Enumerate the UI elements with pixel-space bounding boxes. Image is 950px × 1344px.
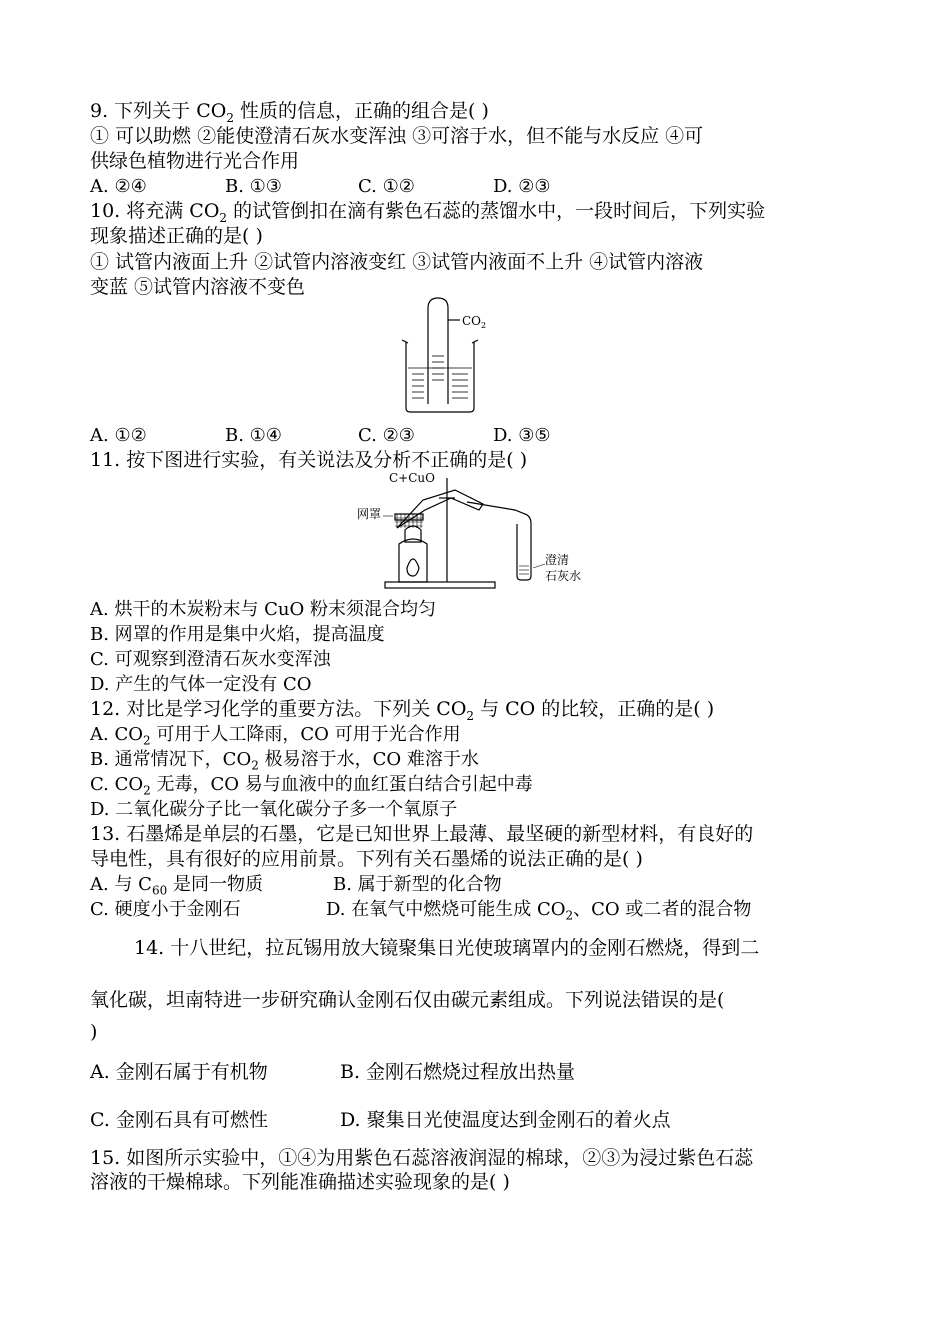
q14-option-a[interactable]: A. 金刚石属于有机物 xyxy=(90,1061,268,1083)
q10-line2: 现象描述正确的是( ) xyxy=(90,225,263,247)
reactant-label: C+CuO xyxy=(389,471,435,485)
q15-line1: 15. 如图所示实验中，①④为用紫色石蕊溶液润湿的棉球，②③为浸过紫色石蕊 xyxy=(90,1147,754,1169)
q10-line3: ① 试管内液面上升 ②试管内溶液变红 ③试管内液面不上升 ④试管内溶液 xyxy=(90,251,704,273)
q15-line2: 溶液的干燥棉球。下列能准确描述实验现象的是( ) xyxy=(90,1171,510,1193)
limewater-label-1: 澄清 xyxy=(545,553,570,567)
q10-option-b[interactable]: B. ①④ xyxy=(225,425,282,446)
q13-line1: 13. 石墨烯是单层的石墨，它是已知世界上最薄、最坚硬的新型材料，有良好的 xyxy=(90,823,754,845)
q14-line2: 氧化碳，坦南特进一步研究确认金刚石仅由碳元素组成。下列说法错误的是( xyxy=(90,989,725,1011)
q10-option-c[interactable]: C. ②③ xyxy=(358,425,415,446)
q11-stem: 11. 按下图进行实验，有关说法及分析不正确的是( ) xyxy=(90,449,528,471)
q9-line3: 供绿色植物进行光合作用 xyxy=(90,150,300,172)
wire-mesh-label: 网罩 xyxy=(357,507,382,521)
q10-line4: 变蓝 ⑤试管内溶液不变色 xyxy=(90,276,306,298)
q13-line2: 导电性，具有很好的应用前景。下列有关石墨烯的说法正确的是( ) xyxy=(90,848,643,870)
q10-stem: 10. 将充满 $CO_2$ 的试管倒扣在滴有紫色石蕊的蒸馏水中，一段时间后，下列实验 xyxy=(90,200,766,225)
q9-option-d[interactable]: D. ②③ xyxy=(493,176,551,197)
q10-option-d[interactable]: D. ③⑤ xyxy=(493,425,551,446)
q13-option-c[interactable]: C. 硬度小于金刚石 xyxy=(90,899,241,920)
q13-option-b[interactable]: B. 属于新型的化合物 xyxy=(333,874,502,895)
co2-test-tube-beaker-figure xyxy=(398,296,508,418)
q14-option-c[interactable]: C. 金刚石具有可燃性 xyxy=(90,1109,268,1131)
q9-option-c[interactable]: C. ①② xyxy=(358,176,415,197)
q12-option-b[interactable]: B. 通常情况下，$CO_2$ 极易溶于水，CO 难溶于水 xyxy=(90,749,479,773)
q11-option-b[interactable]: B. 网罩的作用是集中火焰，提高温度 xyxy=(90,624,385,645)
q11-option-a[interactable]: A. 烘干的木炭粉末与 CuO 粉末须混合均匀 xyxy=(90,599,437,620)
limewater-label-2: 石灰水 xyxy=(545,569,582,583)
q12-stem: 12. 对比是学习化学的重要方法。下列关 $CO_2$ 与 CO 的比较，正确的是( ) xyxy=(90,698,715,723)
q10-option-a[interactable]: A. ①② xyxy=(90,425,147,446)
q9-stem: 9. 下列关于 $CO_2$ 性质的信息，正确的组合是( ) xyxy=(90,100,489,125)
q9-line2: ① 可以助燃 ②能使澄清石灰水变浑浊 ③可溶于水，但不能与水反应 ④可 xyxy=(90,125,704,147)
q11-option-c[interactable]: C. 可观察到澄清石灰水变浑浊 xyxy=(90,649,331,670)
q12-option-d[interactable]: D. 二氧化碳分子比一氧化碳分子多一个氧原子 xyxy=(90,799,458,820)
q13-option-a[interactable]: A. 与 $C_{60}$ 是同一物质 xyxy=(90,874,263,898)
q12-option-c[interactable]: C. $CO_2$ 无毒，CO 易与血液中的血红蛋白结合引起中毒 xyxy=(90,774,533,798)
co2-gas-label: $CO_2$ xyxy=(462,314,487,330)
q14-option-b[interactable]: B. 金刚石燃烧过程放出热量 xyxy=(340,1061,576,1083)
q14-line1: 14. 十八世纪，拉瓦锡用放大镜聚集日光使玻璃罩内的金刚石燃烧，得到二 xyxy=(134,937,760,959)
q11-option-d[interactable]: D. 产生的气体一定没有 CO xyxy=(90,674,312,695)
q14-option-d[interactable]: D. 聚集日光使温度达到金刚石的着火点 xyxy=(340,1109,671,1131)
q9-option-b[interactable]: B. ①③ xyxy=(225,176,282,197)
q12-option-a[interactable]: A. $CO_2$ 可用于人工降雨，CO 可用于光合作用 xyxy=(90,724,461,748)
q14-line3: ) xyxy=(90,1021,98,1043)
q13-option-d[interactable]: D. 在氧气中燃烧可能生成 $CO_2$、CO 或二者的混合物 xyxy=(326,899,752,923)
q9-option-a[interactable]: A. ②④ xyxy=(90,176,147,197)
carbon-reduction-apparatus-figure xyxy=(355,470,590,590)
